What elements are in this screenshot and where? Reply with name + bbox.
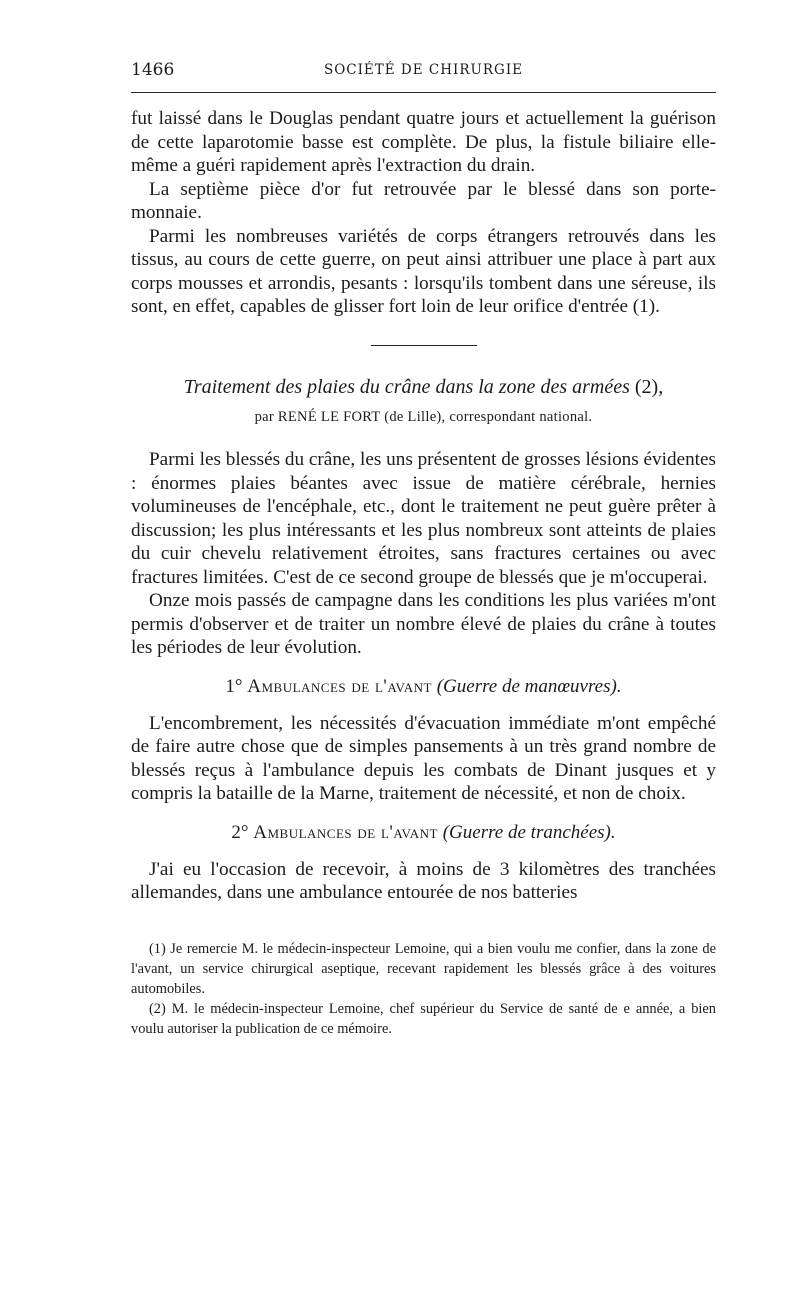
- paragraph: Parmi les blessés du crâne, les uns présentent de grosses lésions évidentes : énormes plaies béantes avec issue de matière cérébrale, hernies volumineuses de l'encéphale, etc., dont le traitement ne peut guère prêter à discussion; les plus intéressants et les plus nombreux sont atteints de plaies du cuir chevelu relativement étroites, sans fractures certaines ou avec fractures limitées. C'est de ce second groupe de blessés que je m'occuperai.: [131, 449, 716, 588]
- paragraph: Parmi les nombreuses variétés de corps étrangers retrouvés dans les tissus, au cours de cette guerre, on peut ainsi attribuer une place à part aux corps mousses et arrondis, pesants : lorsqu'ils tombent dans une séreuse, ils sont, en effet, capables de glisser fort loin de leur orifice d'entrée (1).: [131, 225, 716, 317]
- body-text-section-2: [131, 858, 716, 905]
- paragraph: fut laissé dans le Douglas pendant quatre jours et actuellement la guérison de cette laparotomie basse est complète. De plus, la fistule biliaire elle-même a guéri rapidement après l'extraction du drain.: [131, 108, 716, 176]
- section-heading-1: [131, 676, 716, 698]
- header-rule: [131, 92, 716, 93]
- article-title-text: Traitement des plaies du crâne dans la zone des armées: [183, 376, 630, 398]
- footnote: (1) Je remercie M. le médecin-inspecteur Lemoine, qui a bien voulu me confier, dans la zone de l'avant, un service chirurgical aseptique, recevant rapidement les blessés grâce à des voitures automobiles.: [131, 940, 716, 997]
- footnote: (2) M. le médecin-inspecteur Lemoine, chef supérieur du Service de santé de e année, a bien voulu autoriser la publication de ce mémoire.: [131, 1000, 716, 1037]
- paragraph: J'ai eu l'occasion de recevoir, à moins de 3 kilomètres des tranchées allemandes, dans une ambulance entourée de nos batteries: [131, 858, 716, 903]
- paragraph: Onze mois passés de campagne dans les conditions les plus variées m'ont permis d'observer et de traiter un nombre élevé de plaies du crâne à toutes les périodes de leur évolution.: [131, 590, 716, 658]
- article-title: [131, 375, 716, 399]
- section-heading-text: Ambulances de l'avant: [247, 675, 432, 697]
- article-byline: par RENÉ LE FORT (de Lille), correspondant national.: [254, 409, 593, 425]
- section-number: 2°: [231, 821, 249, 843]
- running-head: [131, 60, 716, 84]
- section-number: 1°: [225, 675, 243, 697]
- page-number: 1466: [131, 60, 175, 80]
- footnotes: [131, 939, 716, 1039]
- paragraph: La septième pièce d'or fut retrouvée par le blessé dans son porte-monnaie.: [131, 178, 716, 223]
- section-heading-text: Ambulances de l'avant: [253, 821, 438, 843]
- section-subtitle: (Guerre de manœuvres).: [436, 675, 622, 697]
- section-divider: [371, 345, 477, 347]
- body-text-section-1: [131, 712, 716, 806]
- body-text-top: [131, 107, 716, 319]
- article-title-footnote-ref: (2),: [634, 376, 664, 398]
- running-title: SOCIÉTÉ DE CHIRURGIE: [323, 62, 524, 78]
- body-text-intro: [131, 448, 716, 660]
- section-heading-2: [131, 822, 716, 844]
- section-subtitle: (Guerre de tranchées).: [442, 821, 616, 843]
- paragraph: L'encombrement, les nécessités d'évacuation immédiate m'ont empêché de faire autre chose que de simples pansements à un très grand nombre de blessés reçus à l'ambulance depuis les combats de Dinant jusques et y compris la bataille de la Marne, traitement de nécessité, et non de choix.: [131, 712, 716, 804]
- document-page: [131, 60, 716, 1039]
